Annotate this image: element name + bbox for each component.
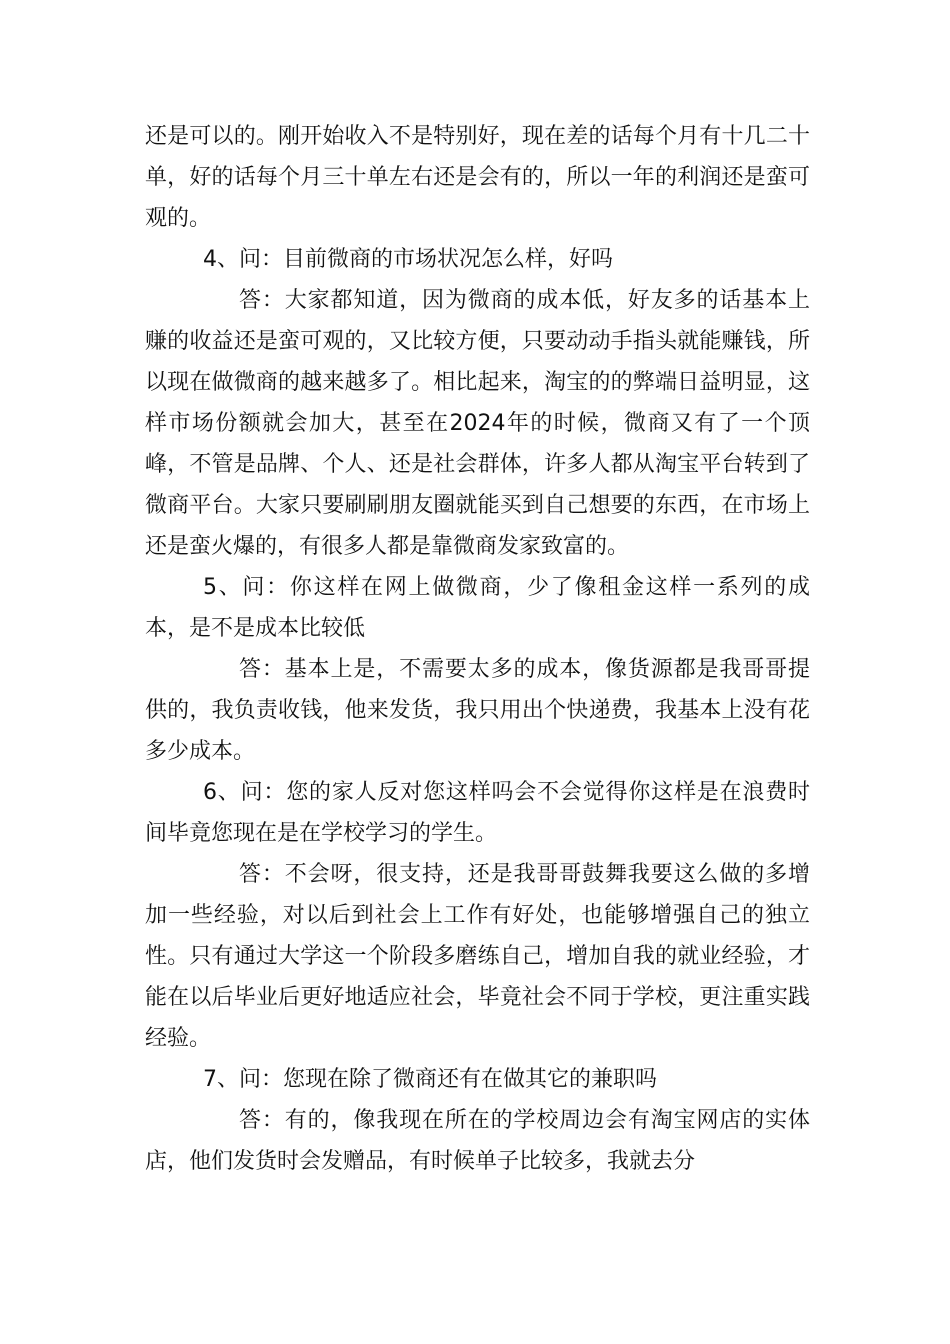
question-6: 6、问：您的家人反对您这样吗会不会觉得你这样是在浪费时间毕竟您现在是在学校学习的学生。 [145,780,810,846]
paragraph-continuation: 还是可以的。刚开始收入不是特别好，现在差的话每个月有十几二十单，好的话每个月三十单左右还是会有的，所以一年的利润还是蛮可观的。 [145,124,810,231]
answer-5: 答：基本上是，不需要太多的成本，像货源都是我哥哥提供的，我负责收钱，他来发货，我只用出个快递费，我基本上没有花多少成本。 [145,657,810,764]
question-7: 7、问：您现在除了微商还有在做其它的兼职吗 [203,1067,657,1092]
answer-6: 答：不会呀，很支持，还是我哥哥鼓舞我要这么做的多增加一些经验，对以后到社会上工作有好处，也能够增强自己的独立性。只有通过大学这一个阶段多磨练自己，增加自我的就业经验，才能在以后毕业后更好地适应社会，毕竟社会不同于学校，更注重实践经验。 [145,862,810,1051]
body-text [145,116,810,1182]
question-4: 4、问：目前微商的市场状况怎么样，好吗 [203,247,613,272]
answer-7: 答：有的，像我现在所在的学校周边会有淘宝网店的实体店，他们发货时会发赠品，有时候单子比较多，我就去分 [145,1108,810,1174]
answer-4: 答：大家都知道，因为微商的成本低，好友多的话基本上赚的收益还是蛮可观的，又比较方便，只要动动手指头就能赚钱，所以现在做微商的越来越多了。相比起来，淘宝的的弊端日益明显，这样市场份额就会加大，甚至在2024年的时候，微商又有了一个顶峰，不管是品牌、个人、还是社会群体，许多人都从淘宝平台转到了微商平台。大家只要刷刷朋友圈就能买到自己想要的东西，在市场上还是蛮火爆的，有很多人都是靠微商发家致富的。 [145,288,810,559]
question-5: 5、问：你这样在网上做微商，少了像租金这样一系列的成本，是不是成本比较低 [145,575,810,641]
